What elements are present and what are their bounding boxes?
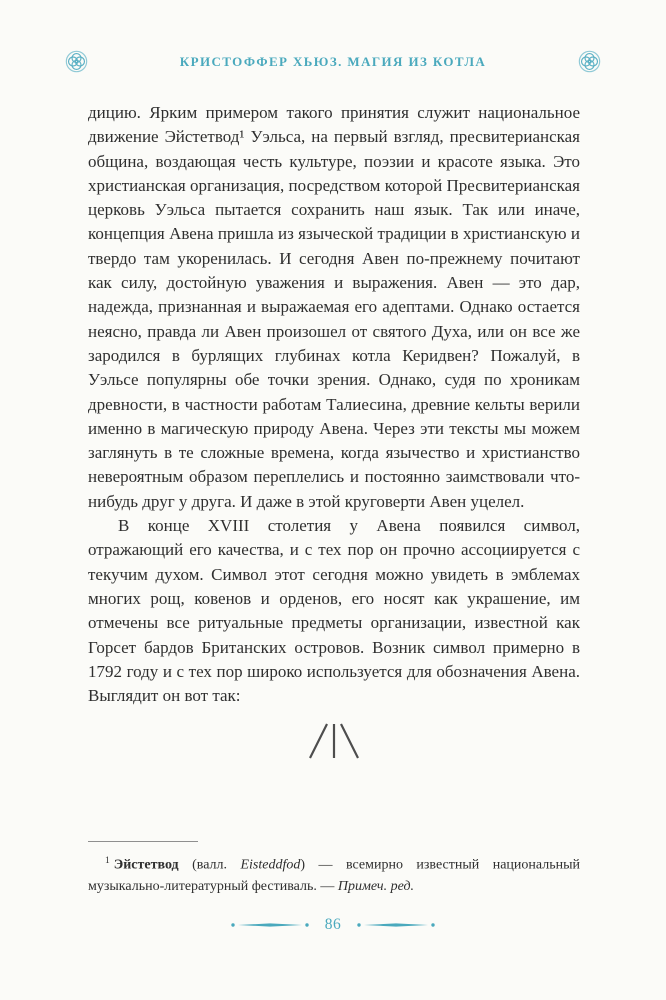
- running-header: [0, 50, 666, 73]
- page-number: 86: [324, 916, 342, 933]
- footnote-divider: [88, 841, 198, 842]
- celtic-knot-icon: [65, 50, 88, 73]
- arrow-flourish-icon: [355, 920, 437, 930]
- celtic-knot-icon: [578, 50, 601, 73]
- footnote-area: [88, 841, 580, 898]
- arrow-flourish-icon: [229, 920, 311, 930]
- body-text: [88, 101, 580, 770]
- footnote-text: [88, 851, 580, 898]
- body-paragraph: В конце XVIII столетия у Авена появился символ, отражающий его качества, и с тех пор он прочно ассоциируется с текучим духом. Символ этот сегодня можно увидеть в эмблемах многих рощ, ковенов и орденов, его носят как украшение, им отмечены все ритуальные предметы организации, известной как Горсет бардов Британских островов. Возник символ примерно в 1792 году и с тех пор широко используется для обозначения Авена. Выглядит он вот так:: [88, 516, 580, 706]
- body-paragraph: дицию. Ярким примером такого принятия служит национальное движение Эйстетвод¹ Уэльса, на первый взгляд, пресвитерианская община, воздающая честь культуре, поэзии и красоте языка. Это христианская организация, посредством которой Пресвитерианская церковь Уэльса пытается сохранить наш язык. Так или иначе, концепция Авена пришла из языческой традиции в христианскую и твердо там укоренилась. И сегодня Авен по-прежнему почитают как силу, достойную уважения и выражения. Авен — это дар, надежда, признанная и выражаемая его адептами. Однако остается неясно, правда ли Авен произошел от святого Духа, или он все же зародился в бурлящих глубинах котла Керидвен? Пожалуй, в Уэльсе популярны обе точки зрения. Однако, судя по хроникам древности, в частности работам Талиесина, древние кельты верили именно в магическую природу Авена. Через эти тексты мы можем заглянуть в те сложные времена, когда язычество и христианство невероятным образом переплелись и постоянно заимствовали что-нибудь друг у друга. И даже в этой круговерти Авен уцелел.: [88, 103, 580, 511]
- running-header-title: КРИСТОФФЕР ХЬЮЗ. МАГИЯ ИЗ КОТЛА: [179, 53, 487, 69]
- footnote-marker: 1: [105, 856, 110, 866]
- page-footer: [0, 916, 666, 934]
- awen-symbol-icon: [303, 720, 365, 762]
- awen-symbol-row: [88, 720, 580, 769]
- footnote-body: Эйстетвод (валл. Eisteddfod) — всемирно известный национальный музыкально-литературный фестиваль. — Примеч. ред.: [88, 857, 580, 895]
